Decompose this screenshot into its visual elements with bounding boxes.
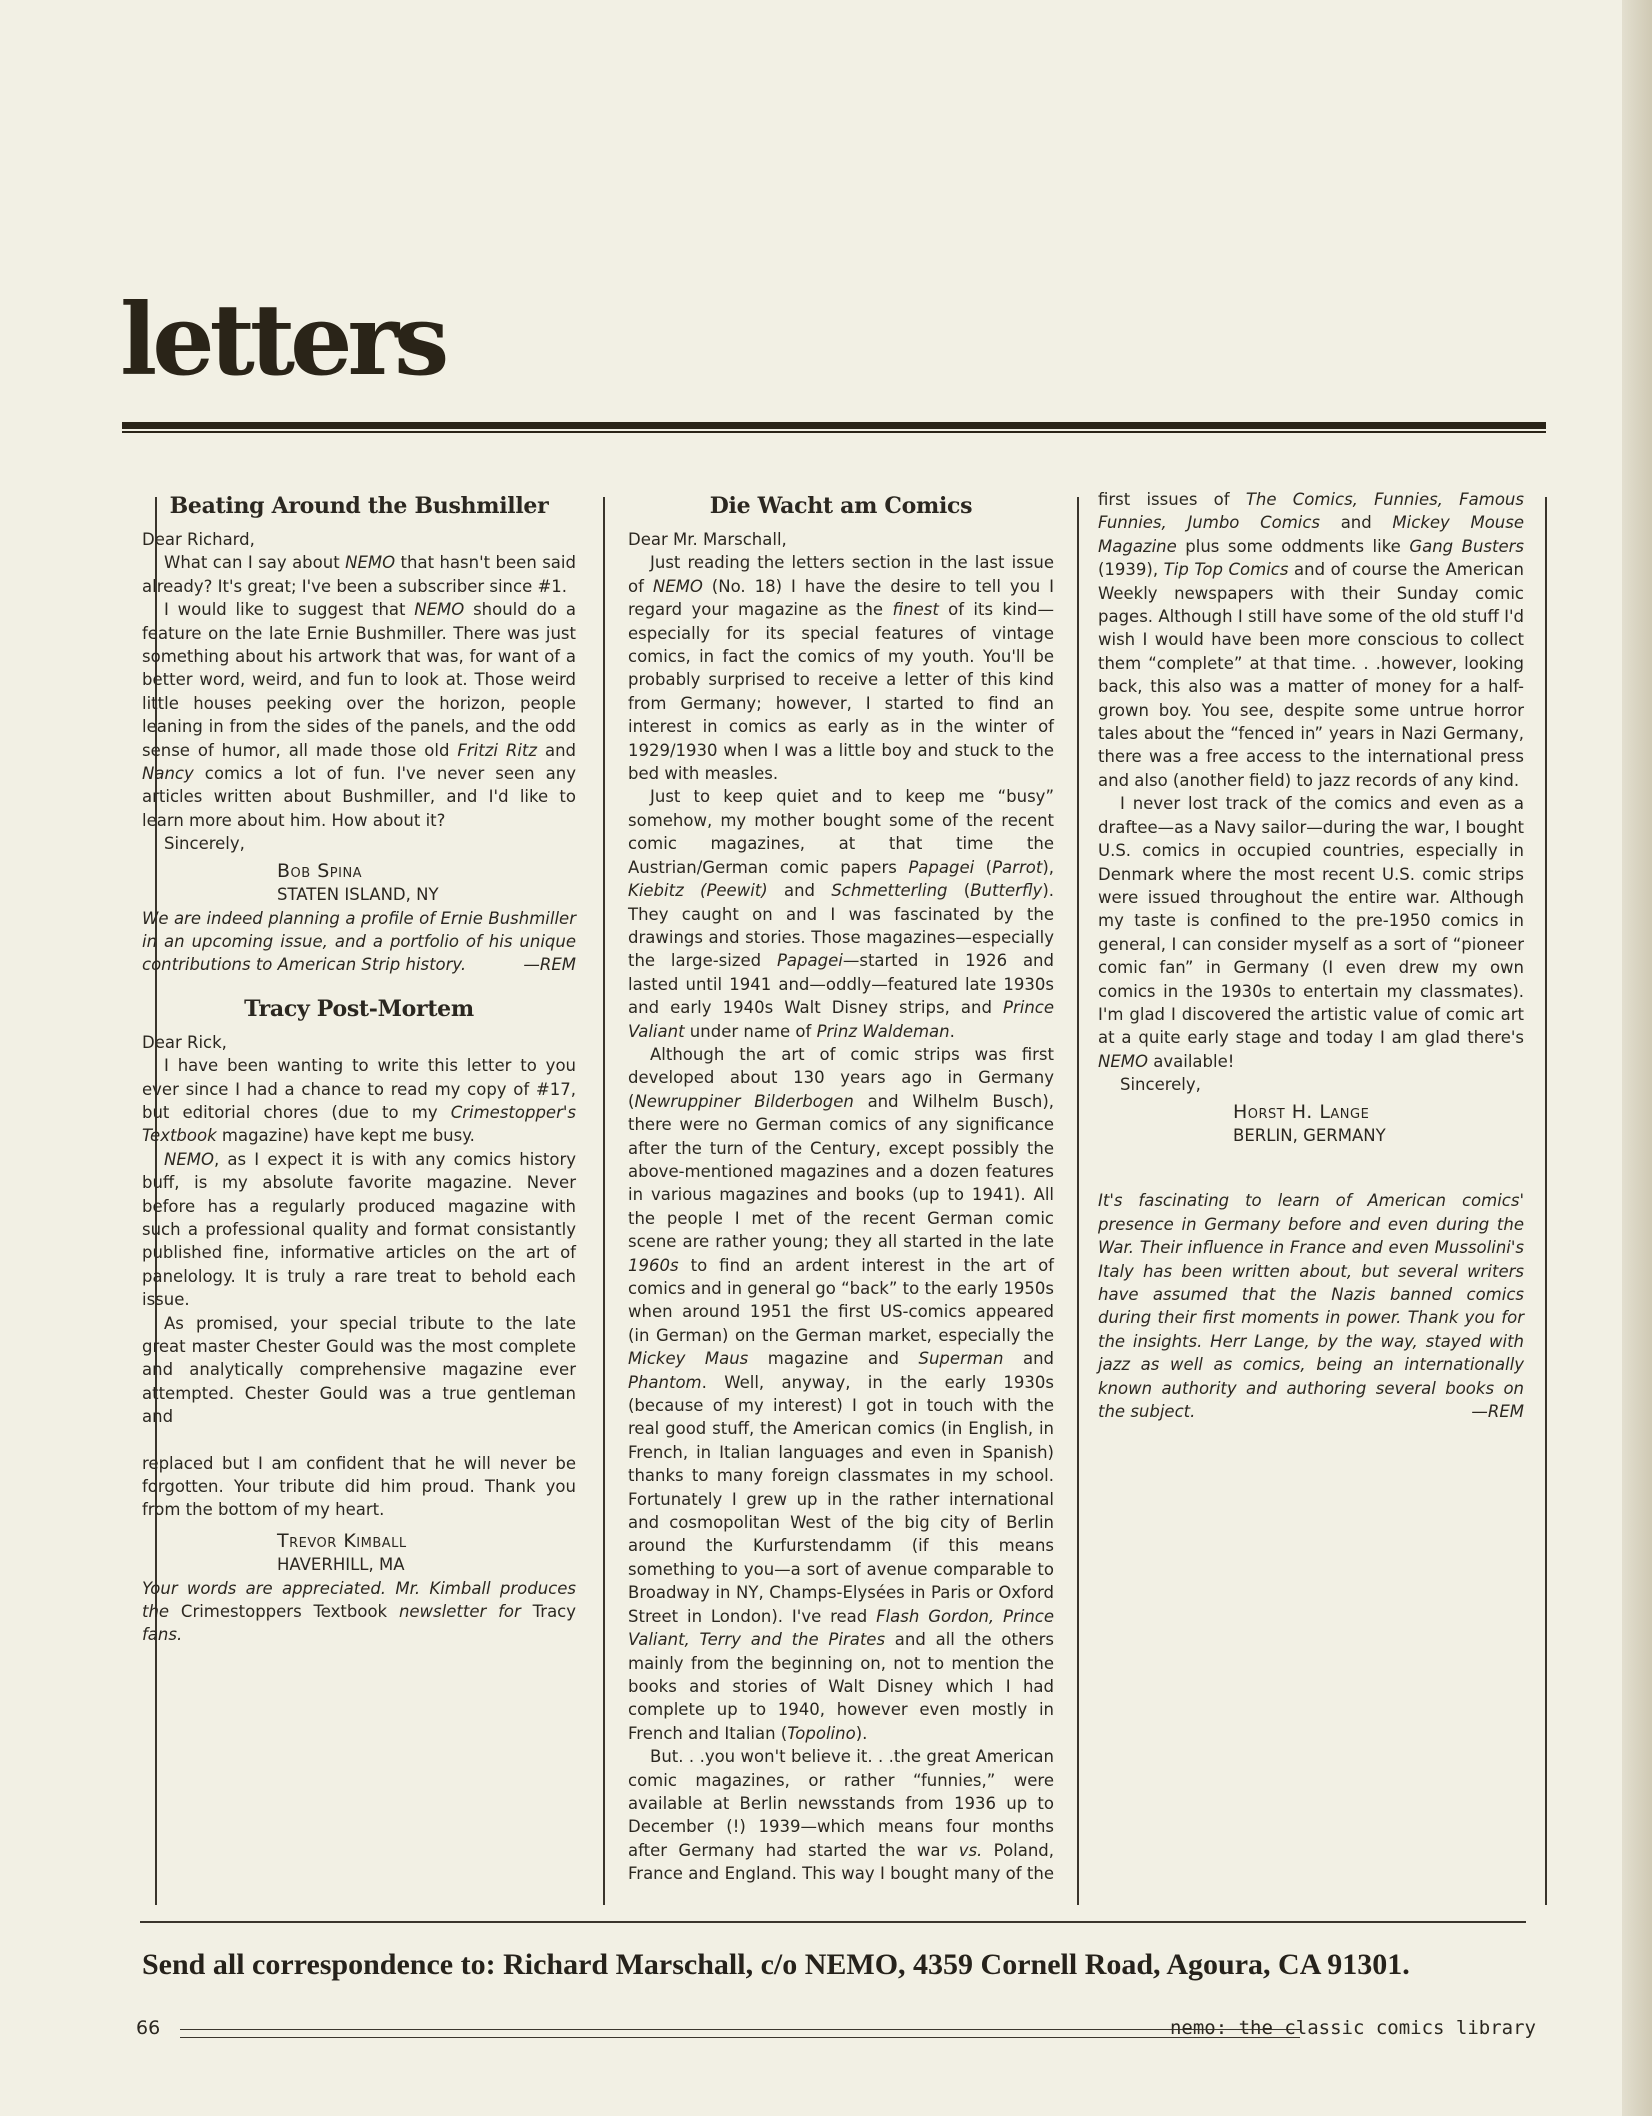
italic-text-segment: Papagei [908, 857, 975, 877]
text-segment: I have been wanting to write this letter to you ever since I had a chance to read my copy of #17, but editorial chores (due to my [142, 1056, 576, 1122]
footer-rule [180, 2029, 1300, 2038]
italic-text-segment: finest [892, 600, 939, 620]
text-segment: magazine and [748, 1349, 919, 1369]
text-segment: of its kind—especially for its special features of vintage comics, in fact the comics of my youth. You'll be probably surprised to receive a letter of this kind from Germany; however, I started to find an interest in comics as early as in the winter of 1929/1930 when I was a little boy and stuck to the bed with measles. [628, 600, 1055, 784]
text-segment: ( [947, 881, 971, 901]
italic-text-segment: fans. [142, 1625, 183, 1645]
text-segment: and all the others mainly from the beginning on, not to mention the books and stories of Walt Disney which I had complete up to 1940, however even mostly in French and Italian ( [628, 1630, 1054, 1743]
page-footer [136, 2017, 1536, 2047]
italic-text-segment: Kiebitz (Peewit) [628, 881, 768, 901]
italic-text-segment: Your words are appreciated. Mr. Kimball produces the [142, 1578, 576, 1622]
salutation: Dear Rick, [142, 1032, 227, 1052]
text-segment: Just reading the letters section in the last issue of [628, 553, 1054, 596]
text-segment: What can I say about [164, 553, 346, 573]
text-segment: and [1320, 513, 1393, 533]
text-segment: comics a lot of fun. I've never seen any articles written about Bushmiller, and I'd like to learn more about him. How about it? [142, 764, 576, 830]
italic-text-segment: Topolino [787, 1723, 856, 1743]
text-segment: should do a feature on the late Ernie Bushmiller. There was just something about his artwork that was, for want of a better word, weird, and fun to look at. Those weird little houses peeking over the horizon, people leaning in from the sides of the panels, and the odd sense of humor, all made those old [142, 600, 576, 760]
signer-name: Trevor Kimball [277, 1529, 407, 1552]
letter-body-continued [142, 1452, 576, 1522]
italic-text-segment: Parrot [992, 857, 1043, 877]
column-1 [142, 488, 576, 1908]
signer-name: Horst H. Lange [1233, 1100, 1370, 1123]
text-segment: and Wilhelm Busch), there were no German comics of any significance after the turn of the Century, except possibly the above-mentioned magazines and a dozen features in various magazines and books (up to 1941). All the people I met of the recent German comic scene are rather young; they all started in the late [628, 1091, 1055, 1252]
italic-text-segment: Papagei [776, 951, 843, 971]
italic-text-segment: NEMO [652, 576, 703, 596]
letter-heading: Beating Around the Bushmiller [169, 493, 549, 519]
italic-text-segment: NEMO [414, 600, 465, 620]
italic-text-segment: Newruppiner Bilderbogen [634, 1091, 854, 1111]
editor-reply [1098, 1189, 1524, 1423]
editor-reply [142, 907, 576, 977]
italic-text-segment: Crimestopper's Textbook [142, 1102, 576, 1146]
text-segment: and [537, 740, 577, 760]
text-segment: under name of [684, 1021, 817, 1041]
italic-text-segment: It's fascinating to learn of American comics' presence in Germany before and even during the War. Their influence in France and even Mussolini's Italy has been written about, but several writers have assumed that the Nazis banned comics during their first moments in power. Thank you for the insights. Herr Lange, by the way, stayed with jazz as well as comics, being an internationally known authority and authoring several books on the subject. [1098, 1191, 1524, 1422]
text-segment: and [767, 881, 832, 901]
italic-text-segment: Superman [918, 1349, 1004, 1369]
text-segment: available! [1148, 1051, 1235, 1071]
signature [142, 860, 576, 907]
italic-text-segment: Fritzi Ritz [457, 740, 538, 760]
text-segment: ). [855, 1723, 868, 1743]
paragraph [628, 551, 1054, 785]
italic-text-segment: vs. [958, 1840, 983, 1860]
text-segment: I never lost track of the comics and even as a draftee—as a Navy sailor—during the war, I bought U.S. comics in occupied countries, especially in Denmark where the most recent U.S. comic strips were issued throughout the entire war. Although my taste is confined to the pre-1950 comics in general, I can consider myself as a sort of “pioneer comic fan” in Germany (I even drew my own comics in the 1930s to entertain my classmates). I'm glad I discovered the artistic value of comic art at a quite early stage and today I am glad there's [1098, 794, 1524, 1048]
text-segment: ( [974, 857, 993, 877]
closing: Sincerely, [164, 834, 245, 854]
signature [1098, 1101, 1524, 1148]
signer-location: BERLIN, GERMANY [1233, 1125, 1386, 1145]
reply-text [142, 1579, 576, 1645]
text-segment: But. . .you won't believe it. . .the great American comic magazines, or rather “funnies,” were available at Berlin newsstands from 1936 up to December (!) 1939—which means four months after Germany had started the war [628, 1747, 1054, 1860]
paragraph [142, 1054, 576, 1148]
reply-signature: —REM [1471, 1402, 1524, 1422]
italic-text-segment: Prinz Waldeman [816, 1021, 950, 1041]
print-gap [142, 1429, 576, 1452]
signer-name: Bob Spina [277, 859, 363, 882]
page-edge [1622, 0, 1652, 2116]
text-segment: ). They caught on and I was fascinated by the drawings and stories. Those magazines—especially the large-sized [628, 881, 1054, 971]
bottom-rule [140, 1921, 1526, 1923]
column-divider [603, 497, 605, 1905]
paragraph [628, 1043, 1054, 1745]
column-divider [1545, 497, 1547, 1905]
italic-text-segment: Tip Top Comics [1163, 560, 1289, 580]
reply-signature: —REM [523, 955, 576, 975]
page-number: 66 [136, 2017, 161, 2039]
salutation: Dear Mr. Marschall, [628, 530, 787, 549]
text-segment: (1939), [1098, 560, 1164, 580]
italic-text-segment: Butterfly [970, 881, 1043, 901]
text-segment: Just to keep quiet and to keep me “busy” somehow, my mother bought some of the recent comic magazines, at that time the Austrian/German comic papers [628, 787, 1054, 877]
text-segment: and [1003, 1349, 1054, 1369]
columns-2-3 [628, 488, 1524, 1908]
correspondence-address: Send all correspondence to: Richard Marschall, c/o NEMO, 4359 Cornell Road, Agoura, CA 91301. [142, 1948, 1410, 1981]
text-segment: Tracy [532, 1602, 577, 1622]
paragraph [628, 785, 1054, 1042]
title-rule-thin [122, 431, 1546, 433]
letter-heading: Die Wacht am Comics [709, 493, 973, 519]
signer-location: STATEN ISLAND, NY [277, 885, 439, 905]
text-segment: As promised, your special tribute to the late great master Chester Gould was the most complete and analytically comprehensive magazine ever attempted. Chester Gould was a true gentleman and [142, 1313, 576, 1427]
italic-text-segment: Flash Gordon, Prince Valiant, Terry and the Pirates [628, 1606, 1054, 1650]
title-rule [122, 422, 1546, 429]
italic-text-segment: Mickey Mouse Magazine [1098, 513, 1524, 556]
paragraph [142, 1148, 576, 1312]
italic-text-segment: NEMO [1098, 1051, 1148, 1071]
paragraph [142, 1312, 576, 1429]
italic-text-segment: Mickey Maus [628, 1349, 749, 1369]
letter-body [142, 551, 576, 832]
text-segment: I would like to suggest that [164, 600, 415, 620]
italic-text-segment: 1960s [628, 1255, 679, 1275]
italic-text-segment: Nancy [142, 764, 194, 784]
text-segment: magazine) have kept me busy. [216, 1126, 475, 1146]
text-segment: that hasn't been said already? It's great; I've been a subscriber since #1. [142, 553, 576, 596]
reply-text [142, 909, 576, 975]
text-segment: replaced but I am confident that he will never be forgotten. Your tribute did him proud. Thank you from the bottom of my heart. [142, 1453, 576, 1520]
letter-heading: Tracy Post-Mortem [244, 995, 474, 1022]
text-segment: Crimestoppers Textbook [180, 1602, 388, 1622]
editor-reply [142, 1577, 576, 1647]
italic-text-segment: Phantom [628, 1372, 702, 1392]
signature [142, 1530, 576, 1577]
italic-text-segment: NEMO [345, 553, 396, 573]
signer-location: HAVERHILL, MA [277, 1555, 405, 1575]
italic-text-segment: newsletter for [387, 1602, 533, 1622]
text-segment: , as I expect it is with any comics history buff, is my absolute favorite magazine. Never before has a regularly produced magazine with such a professional quality and format consistantly published fine, informative articles on the art of panelology. It is truly a rare treat to behold each issue. [142, 1149, 576, 1310]
paragraph [142, 551, 576, 598]
salutation: Dear Richard, [142, 530, 255, 549]
letter-body [142, 1054, 576, 1429]
publication-name: nemo: the classic comics library [1169, 2017, 1536, 2039]
italic-text-segment: The Comics, Funnies, Famous Funnies, Jumbo Comics [1098, 490, 1524, 533]
closing: Sincerely, [1120, 1075, 1201, 1095]
italic-text-segment: Schmetterling [831, 881, 948, 901]
text-segment: . Well, anyway, in the early 1930s (because of my interest) I got in touch with the real good stuff, the American comics (in English, in French, in Italian languages and even in Spanish) thanks to many foreign classmates in my school. Fortunately I grew up in the rather international and cosmopolitan West of the big city of Berlin around the Kurfurstendamm (if this means something to you—a sort of avenue comparable to Broadway in NY, Champs-Elysées in Paris or Oxford Street in London). I've read [628, 1372, 1054, 1626]
reply-text [1098, 1191, 1524, 1421]
paragraph [1098, 792, 1524, 1073]
text-segment: to find an ardent interest in the art of comics and in general go “back” to the early 1950s when around 1951 the first US-comics appeared (in German) on the German market, especially the [628, 1255, 1054, 1345]
text-segment: plus some oddments like [1176, 536, 1410, 556]
italic-text-segment: Prince Valiant [628, 998, 1054, 1041]
text-segment: (No. 18) I have the desire to tell you I regard your magazine as the [628, 576, 1054, 620]
text-segment: ), [1042, 857, 1054, 877]
italic-text-segment: NEMO [164, 1149, 214, 1169]
text-segment: Poland, France and England. This way I bought many of the first issues of [628, 490, 1246, 1884]
italic-text-segment: We are indeed planning a profile of Ernie Bushmiller in an upcoming issue, and a portfolio of his unique contributions to American Strip history. [142, 908, 576, 975]
paragraph [142, 598, 576, 832]
text-segment: and of course the American Weekly newspapers with their Sunday comic pages. Although I still have some of the old stuff I'd wish I would have been more conscious to collect them “complete” at that time. . .however, looking back, this also was a matter of money for a half-grown boy. You see, despite some untrue horror tales about the “fenced in” years in Nazi Germany, there was a free access to the international press and also (another field) to jazz records of any kind. [1098, 560, 1524, 790]
page-title: letters [120, 283, 445, 398]
text-segment: . [949, 1021, 955, 1041]
text-segment: Although the art of comic strips was first developed about 130 years ago in Germany ( [628, 1044, 1054, 1111]
italic-text-segment: Gang Busters [1409, 536, 1524, 556]
text-segment: —started in 1926 and lasted until 1941 and—oddly—featured late 1930s and early 1940s Walt Disney strips, and [628, 951, 1054, 1018]
